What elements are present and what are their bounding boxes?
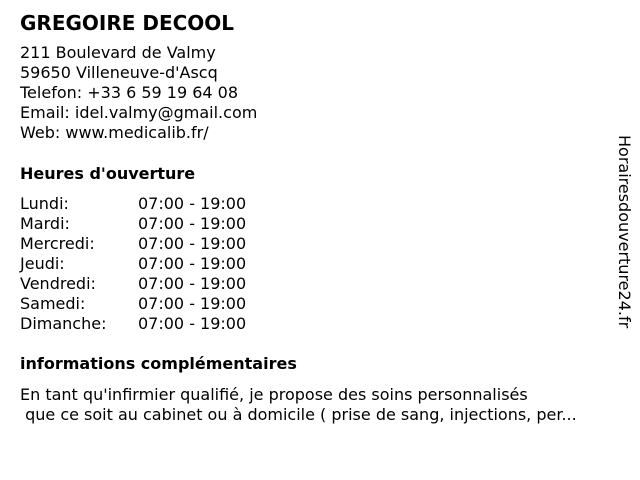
hours-row-tuesday (20, 214, 246, 234)
hours-day-label: Mardi: (20, 214, 70, 233)
hours-time: 07:00 - 19:00 (138, 274, 247, 293)
contact-block (20, 43, 257, 143)
hours-row-saturday (20, 294, 246, 314)
opening-hours-table (20, 194, 246, 334)
hours-day-label: Dimanche: (20, 314, 107, 333)
additional-info-heading: informations complémentaires (20, 354, 297, 373)
hours-row-friday (20, 274, 246, 294)
info-line: que ce soit au cabinet ou à domicile ( prise de sang, injections, per... (20, 405, 577, 424)
hours-row-thursday (20, 254, 246, 274)
hours-row-monday (20, 194, 246, 214)
hours-time: 07:00 - 19:00 (138, 194, 247, 213)
web-line: Web: www.medicalib.fr/ (20, 123, 209, 142)
hours-day-label: Mercredi: (20, 234, 95, 253)
hours-day-label: Lundi: (20, 194, 69, 213)
hours-time: 07:00 - 19:00 (138, 314, 247, 333)
hours-time: 07:00 - 19:00 (138, 294, 247, 313)
hours-row-wednesday (20, 234, 246, 254)
hours-day-label: Vendredi: (20, 274, 96, 293)
side-brand-text: Horairesdouverture24.fr (615, 135, 634, 329)
practitioner-name: GREGOIRE DECOOL (20, 11, 235, 35)
opening-hours-heading: Heures d'ouverture (20, 164, 196, 183)
address-street: 211 Boulevard de Valmy (20, 43, 216, 62)
additional-info-text (20, 385, 577, 425)
hours-day-label: Jeudi: (20, 254, 65, 273)
hours-time: 07:00 - 19:00 (138, 214, 247, 233)
hours-time: 07:00 - 19:00 (138, 254, 247, 273)
hours-time: 07:00 - 19:00 (138, 234, 247, 253)
hours-day-label: Samedi: (20, 294, 86, 313)
address-city: 59650 Villeneuve-d'Ascq (20, 63, 218, 82)
phone-line: Telefon: +33 6 59 19 64 08 (20, 83, 239, 102)
email-line: Email: idel.valmy@gmail.com (20, 103, 258, 122)
side-brand-watermark (612, 135, 636, 347)
info-line: En tant qu'infirmier qualifié, je propose des soins personnalisés (20, 385, 528, 404)
hours-row-sunday (20, 314, 246, 334)
